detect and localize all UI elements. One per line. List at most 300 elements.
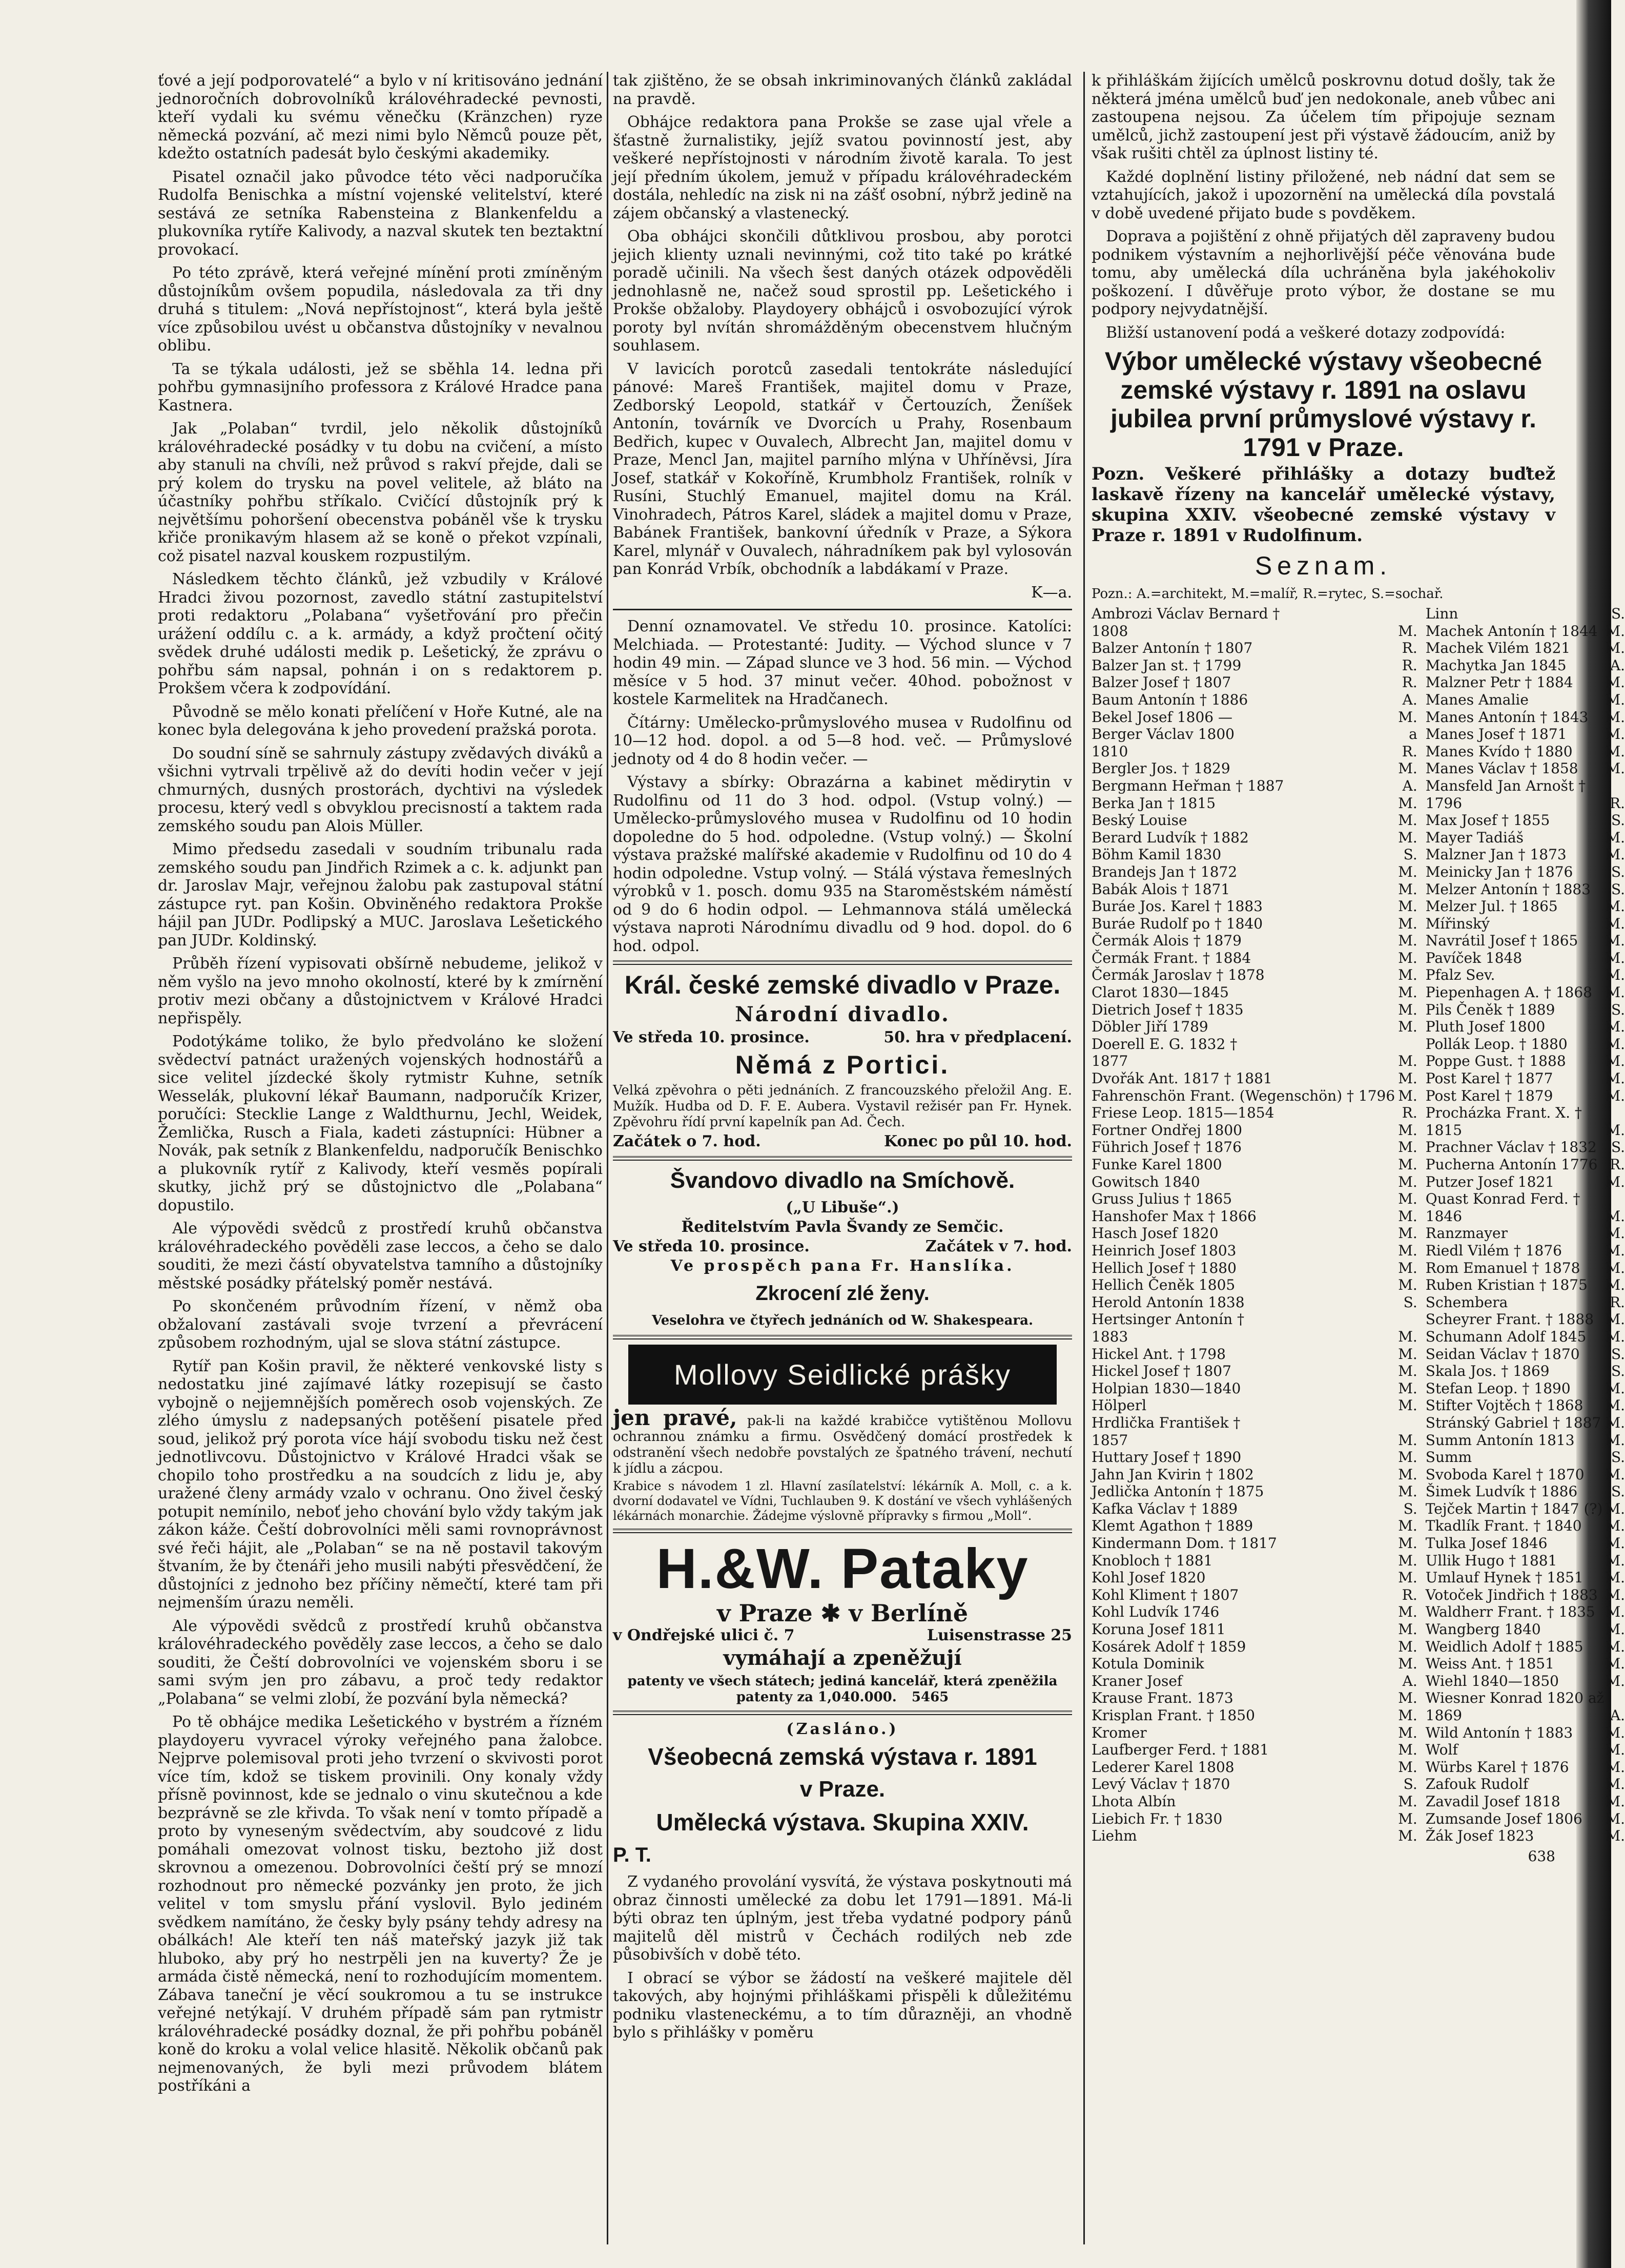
artist-role: A.: [1402, 1672, 1417, 1689]
article-paragraph: Po této zprávě, která veřejné mínění proti zmíněným důstojníkům ovšem popudila, následovala za tři dny druhá s titulem: „Nová nepřístojnost“, která byla ještě více způsobilou uvést u občanstva důstojníky v nevalnou oblibu.: [158, 264, 603, 355]
artist-role: S.: [1611, 1001, 1625, 1018]
artist-entry: [1092, 881, 1417, 898]
artist-name: 1796: [1425, 794, 1463, 812]
artist-name: Doerell E. G. 1832 †: [1092, 1035, 1238, 1053]
artist-role: M.: [1606, 1500, 1625, 1517]
artist-role: S.: [1403, 1293, 1417, 1311]
artist-name: Max Josef † 1855: [1425, 812, 1550, 829]
artist-name: 1808: [1092, 622, 1128, 640]
artist-entry: [1426, 657, 1625, 674]
artist-name: Balzer Josef † 1807: [1092, 674, 1231, 691]
expo-group: Umělecká výstava. Skupina XXIV.: [656, 1809, 1029, 1836]
artist-name: Summ: [1425, 1449, 1472, 1466]
artist-name: 1857: [1092, 1431, 1128, 1449]
artist-name: Tulka Josef 1846: [1425, 1535, 1548, 1552]
artist-role: M.: [1398, 794, 1417, 812]
artist-list: [1092, 605, 1625, 1845]
artist-role: M.: [1398, 1535, 1417, 1552]
artist-entry: [1426, 760, 1625, 777]
artist-role: M.: [1606, 1311, 1625, 1328]
artist-role: M.: [1606, 1724, 1625, 1741]
article-paragraph: Mimo předsedu zasedali v soudním tribunalu rada zemského soudu pan Jindřich Rzimek a c. k. adjunkt pan dr. Jaroslav Majr, veřejnou žalobu pak zastupoval státní zástupce ryt. pan Košin. Obviněného redaktora Prokše hájil pan JUDr. Podlipský a MUC. Jaroslava Lešetického pan JUDr. Koldinský.: [158, 840, 603, 950]
artist-entry: [1426, 726, 1625, 743]
artist-entry: [1092, 674, 1417, 691]
artist-entry: [1092, 1414, 1417, 1432]
artist-entry: [1092, 915, 1417, 933]
article-paragraph: Následkem těchto článků, jež vzbudily v Králové Hradci živou pozornost, zavedlo státní zastupitelství proti redaktoru „Polabana“ vyšetřování pro přečin urážení oddílu c. a k. armády, a když pročtení očitý svědek druhé události medik p. Lešetický, že zprávu o pohřbu sám napsal, pohnán i on s redaktorem p. Prokšem včera k zodpovídání.: [158, 570, 603, 697]
artist-entry: [1426, 640, 1625, 657]
artist-entry: [1092, 726, 1417, 743]
artist-entry: [1426, 1242, 1625, 1260]
artist-entry: [1092, 640, 1417, 657]
artist-entry: [1092, 1208, 1417, 1225]
artist-name: Rom Emanuel † 1878: [1425, 1259, 1580, 1276]
artist-role: M.: [1398, 1121, 1417, 1139]
artist-entry: [1092, 1173, 1417, 1191]
artist-name: Kohl Ludvík 1746: [1092, 1603, 1220, 1621]
artist-entry: [1092, 1724, 1417, 1742]
article-paragraph: Podotýkáme toliko, že bylo předvoláno ke složení svědectví patnáct uražených vojenských hodnostářů a sice velitel jízdecké školy rytmistr Kuhne, setník Wesselák, plukovní lékař Baumann, nadporučík Krizer, poručíci: Stecklie Lange z Waldthurnu, Jechl, Weidek, Žemlička, Rusch a Fiala, kadeti zástupníci: Hübner a Novák, pak setník z Blankenfeldu, nadporučík Benischko a plukovník rytíř z Kalivody, kteří vesměs popírali skutky, jichž prý se důstojnictvo dle „Polabana“ dopustilo.: [158, 1033, 603, 1214]
artist-role: M.: [1606, 1586, 1625, 1603]
start-time: Začátek o 7. hod.: [613, 1132, 761, 1150]
artist-name: Kosárek Adolf † 1859: [1092, 1638, 1246, 1655]
artist-role: M.: [1606, 1207, 1625, 1225]
artist-name: Jedlička Antonín † 1875: [1092, 1483, 1264, 1500]
artist-name: Koruna Josef 1811: [1092, 1621, 1226, 1638]
artist-role: M.: [1398, 1741, 1417, 1759]
artist-role: M.: [1606, 1810, 1625, 1827]
artist-entry: [1426, 795, 1625, 812]
daily-notice: Denní oznamovatel. Ve středu 10. prosince. Katolíci: Melchiada. — Protestanté: Judity. — Východ slunce v 7 hodin 49 min. — Západ slunce ve 3 hod. 56 min. — Východ měsíce v 5 hod. 37 minut večer. 40hod. pobožnost v kostele Karmelitek na Hradčanech.: [613, 617, 1072, 708]
artist-name: Kafka Václav † 1889: [1092, 1500, 1238, 1517]
artist-entry: [1092, 932, 1417, 950]
artist-name: Riedl Vilém † 1876: [1425, 1242, 1562, 1259]
artist-role: M.: [1398, 1758, 1417, 1776]
article-paragraph: Pisatel označil jako původce této věci nadporučíka Rudolfa Benischka a místní vojenské velitelství, které sestává ze setníka Rabensteina z Blankenfeldu a plukovníka rytíře Kalivody, a nazval skutek ten beztaktní provokací.: [158, 168, 603, 259]
artist-name: Umlauf Hynek † 1851: [1425, 1569, 1583, 1586]
artist-role: M.: [1398, 1053, 1417, 1070]
artist-role: M.: [1398, 1207, 1417, 1225]
artist-entry: [1426, 1414, 1625, 1432]
artist-entry: [1426, 1346, 1625, 1363]
artist-role: M.: [1606, 674, 1625, 691]
pataky-name: H.&W. Pataky: [656, 1537, 1029, 1600]
artist-role: M.: [1398, 1792, 1417, 1810]
artist-role: R.: [1402, 674, 1417, 691]
artist-role: M.: [1606, 1173, 1625, 1190]
theatre-date: Ve středa 10. prosince.: [613, 1028, 810, 1046]
artist-role: M.: [1398, 1190, 1417, 1208]
artist-name: Berger Václav 1800: [1092, 726, 1235, 743]
committee-heading: Výbor umělecké výstavy všeobecné zemské výstavy r. 1891 na oslavu jubilea první průmyslové výstavy r. 1791 v Praze.: [1104, 347, 1542, 462]
artist-entry: [1092, 743, 1417, 760]
artist-role: M.: [1606, 760, 1625, 777]
theatre-subtitle: Národní divadlo.: [735, 1002, 950, 1026]
artist-name: Clarot 1830—1845: [1092, 984, 1229, 1001]
artist-name: Schembera: [1425, 1293, 1508, 1311]
pataky-addresses: [613, 1626, 1072, 1645]
artist-role: M.: [1606, 1070, 1625, 1087]
artist-entry: [1092, 1018, 1417, 1036]
artist-role: M.: [1606, 1552, 1625, 1569]
artist-entry: [1426, 1759, 1625, 1776]
artist-role: R.: [1610, 1156, 1625, 1173]
artist-role: M.: [1398, 1449, 1417, 1466]
artist-role: M.: [1398, 984, 1417, 1001]
artist-entry: [1092, 1603, 1417, 1621]
artist-name: 1815: [1425, 1121, 1463, 1139]
artist-name: Hertsinger Antonín †: [1092, 1311, 1245, 1328]
artist-name: Schumann Adolf 1845: [1425, 1328, 1587, 1345]
national-theatre-ad: [613, 970, 1072, 1151]
artist-role: M.: [1398, 1638, 1417, 1655]
artist-role: M.: [1398, 1569, 1417, 1586]
artist-name: Führich Josef † 1876: [1092, 1139, 1242, 1156]
artist-entry: [1092, 605, 1417, 623]
artist-name: Malzner Jan † 1873: [1425, 846, 1567, 863]
artist-entry: [1426, 881, 1625, 898]
artist-name: Laufberger Ferd. † 1881: [1092, 1741, 1269, 1759]
artist-role: M.: [1606, 966, 1625, 984]
artist-entry: [1426, 829, 1625, 847]
artist-entry: [1092, 1827, 1417, 1845]
artist-entry: [1426, 1500, 1625, 1518]
artist-entry: [1092, 966, 1417, 984]
ad-number: 5465: [911, 1689, 949, 1705]
artist-role: M.: [1398, 1087, 1417, 1104]
separator: [613, 1156, 1072, 1161]
artist-role: a: [1409, 726, 1417, 743]
artist-entry: [1426, 691, 1625, 709]
artist-role: M.: [1606, 1638, 1625, 1655]
artist-name: Stifter Vojtěch † 1868: [1425, 1397, 1583, 1414]
artist-role: A.: [1610, 656, 1625, 674]
artist-role: M.: [1606, 1328, 1625, 1345]
artist-entry: [1426, 898, 1625, 915]
artist-entry: [1426, 1449, 1625, 1466]
artist-list-left: [1092, 605, 1417, 1845]
artist-entry: [1426, 743, 1625, 760]
article-paragraph: Oba obhájci skončili důtklivou prosbou, aby porotci jejich klienty uznali nevinnými, což tito také po krátké poradě učinili. Na všech šest daných otázek odpověděli jednohlasně ne, načež soud sprostil pp. Lešetického i Prokše obžaloby. Playdoyery obhájců i osvobozující výrok poroty byl nvítán shromážděným obecenstvem hlučným souhlasem.: [613, 228, 1072, 355]
artist-name: Mayer Tadiáš: [1425, 829, 1524, 846]
artist-entry: [1092, 1190, 1417, 1208]
artist-entry: [1426, 1294, 1625, 1311]
artist-name: Baum Antonín † 1886: [1092, 691, 1248, 708]
artist-entry: [1092, 1346, 1417, 1363]
artist-entry: [1426, 863, 1625, 881]
artist-role: M.: [1398, 1070, 1417, 1087]
artist-name: Pfalz Sev.: [1425, 966, 1495, 984]
artist-role: M.: [1606, 1792, 1625, 1810]
page-number: 638: [1528, 1847, 1555, 1865]
artist-name: 1846: [1425, 1207, 1463, 1225]
theatre-date: Ve středa 10. prosince.: [613, 1238, 810, 1255]
exhibition-notice: [613, 1720, 1072, 2042]
theatre-date-row: [613, 1238, 1072, 1256]
play-description: Velká zpěvohra o pěti jednáních. Z francouzského přeložil Ang. E. Mužík. Hudba od D. F. E. Aubera. Vystavil režisér pan Fr. Hynek. Zpěvohru řídí první kapelník pan Ad. Čech.: [613, 1083, 1072, 1130]
artist-entry: [1092, 1432, 1417, 1449]
artist-name: Lederer Karel 1808: [1092, 1758, 1235, 1776]
artist-role: M.: [1606, 1621, 1625, 1638]
expo-paragraph: I obrací se výbor se žádostí na veškeré majitele děl takových, aby hojnými přihláškami přispěli k důležitému podniku vlasteneckému, a to tím důrazněji, an vhodně bylo s přihlášky v poměru: [613, 1969, 1072, 2042]
artist-name: Würbs Karel † 1876: [1425, 1758, 1569, 1776]
artist-role: [1622, 777, 1625, 795]
artist-role: M.: [1606, 1225, 1625, 1242]
pataky-text: patenty ve všech státech; jediná kancelář, která zpeněžila patenty za 1,040.000.: [627, 1674, 1058, 1705]
artist-entry: [1092, 1500, 1417, 1518]
artist-name: Machek Antonín † 1844: [1425, 622, 1598, 640]
artist-name: Friese Leop. 1815—1854: [1092, 1104, 1274, 1122]
artist-name: Waldherr Frant. † 1835: [1425, 1603, 1595, 1621]
artist-role: [1622, 1689, 1625, 1707]
pataky-slogan: vymáhají a zpeněžují: [723, 1646, 962, 1670]
artist-role: M.: [1606, 984, 1625, 1001]
artist-role: M.: [1606, 691, 1625, 708]
artist-name: Tkadlík Frant. † 1840: [1425, 1517, 1582, 1535]
artist-entry: [1092, 846, 1417, 863]
artist-role: M.: [1606, 1379, 1625, 1397]
article-paragraph: Ale výpovědi svědců z prostředí kruhů občanstva královéhradeckého pověděly zase leccos, a čeho se dalo souditi, že Čeští dobrovolníci ve vojenském sboru i se sami svým jen pro zábavu, a proč tedy redaktor „Polabana“ se velmi zlobí, že pozvání byla německá?: [158, 1617, 603, 1708]
artist-name: Procházka Frant. X. †: [1425, 1104, 1582, 1122]
artist-role: M.: [1398, 1431, 1417, 1449]
article-paragraph: Doprava a pojištění z ohně přijatých děl zapraveny budou podnikem výstavním a nejhorlivější péče věnována bude tomu, aby umělecká díla uchráněna byla jakéhokoliv poškození. I důvěřuje proto výbor, že dostane se mu podpory nejvydatnější.: [1092, 228, 1555, 318]
artist-role: M.: [1606, 1655, 1625, 1673]
artist-entry: [1426, 1724, 1625, 1742]
theatre-title: Švandovo divadlo na Smíchově.: [670, 1168, 1015, 1193]
artist-name: Skala Jos. † 1869: [1425, 1363, 1550, 1380]
artist-entry: [1092, 1466, 1417, 1483]
artist-role: M.: [1398, 949, 1417, 966]
artist-name: Melzer Antonín † 1883: [1425, 880, 1591, 898]
artist-role: M.: [1398, 1603, 1417, 1621]
artist-role: A.: [1402, 691, 1417, 708]
moll-banner: Mollovy Seidlické prášky: [628, 1345, 1057, 1405]
artist-entry: [1426, 1053, 1625, 1070]
article-paragraph: Ta se týkala události, jež se sběhla 14. ledna při pohřbu gymnasijního professora z Králové Hradce pana Kastnera.: [158, 360, 603, 415]
artist-name: 1810: [1092, 743, 1128, 760]
artist-entry: [1426, 1122, 1625, 1139]
artist-entry: [1092, 1707, 1417, 1724]
artist-name: Seidan Václav † 1870: [1425, 1345, 1580, 1363]
artist-entry: [1426, 950, 1625, 967]
artist-name: Lhota Albín: [1092, 1792, 1176, 1810]
artist-entry: [1426, 1018, 1625, 1036]
artist-role: M.: [1398, 1827, 1417, 1845]
theatre-director: Ředitelstvím Pavla Švandy ze Semčic.: [681, 1218, 1004, 1236]
end-time: Konec po půl 10. hod.: [884, 1132, 1072, 1150]
artist-name: Gowitsch 1840: [1092, 1173, 1200, 1190]
theatre-subtitle: („U Libuše“.): [786, 1199, 899, 1217]
artist-entry: [1426, 1208, 1625, 1225]
artist-name: Kindermann Dom. † 1817: [1092, 1535, 1277, 1552]
separator: [613, 609, 1072, 610]
artist-role: A.: [1402, 777, 1417, 794]
artist-role: M.: [1606, 1603, 1625, 1621]
article-paragraph: Původně se mělo konati přelíčení v Hoře Kutné, ale na konec byla delegována k jeho provedení pražská porota.: [158, 703, 603, 739]
artist-role: S.: [1403, 1500, 1417, 1517]
artist-entry: [1092, 1638, 1417, 1656]
theatre-subscription: 50. hra v předplacení.: [883, 1028, 1072, 1046]
artist-role: M.: [1606, 1276, 1625, 1294]
artist-name: Hrdlička František †: [1092, 1414, 1241, 1431]
artist-name: Liebich Fr. † 1830: [1092, 1810, 1223, 1827]
artist-entry: [1092, 1139, 1417, 1156]
artist-entry: [1092, 1810, 1417, 1828]
start-time: Začátek v 7. hod.: [925, 1238, 1072, 1255]
artist-name: Stránský Gabriel † 1887: [1425, 1414, 1601, 1431]
artist-name: Manes Kvído † 1880: [1425, 743, 1573, 760]
artist-role: M.: [1606, 846, 1625, 863]
artist-entry: [1092, 1449, 1417, 1466]
artist-name: Hölperl: [1092, 1397, 1147, 1414]
artist-entry: [1092, 1673, 1417, 1690]
artist-entry: [1426, 1586, 1625, 1604]
artist-role: M.: [1606, 1466, 1625, 1483]
artist-name: Votoček Jindřich † 1883: [1425, 1586, 1598, 1603]
theatre-time-row: [613, 1132, 1072, 1151]
article-paragraph: Do soudní síně se sahrnuly zástupy zvědavých diváků a všichni vytrvali trpělivě až do devíti hodin večer v její chmurných, dusných prostorách, dychtivi na výsledek procesu, který vedl s obvyklou precisností a taktem rada zemského soudu pan Alois Müller.: [158, 744, 603, 835]
artist-entry: [1092, 1104, 1417, 1122]
artist-entry: [1426, 1483, 1625, 1500]
play-title: Němá z Portici.: [735, 1050, 950, 1079]
artist-name: Krisplan Frant. † 1850: [1092, 1707, 1255, 1724]
artist-name: Zumsande Josef 1806: [1425, 1810, 1582, 1827]
artist-entry: [1426, 777, 1625, 795]
artist-entry: [1426, 1517, 1625, 1535]
article-paragraph: Každé doplnění listiny přiložené, neb nádní dat sem se vztahujících, jakož i upozornění na umělecká díla povstalá v době uvedené přijato bude s povděkem.: [1092, 168, 1555, 222]
article-paragraph: ťové a její podporovatelé“ a bylo v ní kritisováno jednání jednoročních dobrovolníků královéhradecké pevnosti, kteří vydali ku svému věnečku (Kränzchen) ryze německá pozvání, ač mezi nimi bylo Němců pouze pět, kdežto ostatních padesát bylo českými akademiky.: [158, 72, 603, 162]
artist-name: Buráe Rudolf po † 1840: [1092, 915, 1263, 932]
artist-role: M.: [1606, 898, 1625, 915]
artist-name: Jahn Jan Kvirin † 1802: [1092, 1466, 1254, 1483]
svanda-theatre-ad: [613, 1166, 1072, 1330]
artist-name: Navrátil Josef † 1865: [1425, 932, 1578, 950]
artist-role: M.: [1606, 1242, 1625, 1259]
artist-name: Funke Karel 1800: [1092, 1156, 1222, 1173]
artist-name: Svoboda Karel † 1870: [1425, 1466, 1585, 1483]
column-3: [1092, 72, 1625, 2244]
artist-name: Putzer Josef 1821: [1425, 1173, 1555, 1190]
artist-name: Bekel Josef 1806 —: [1092, 708, 1232, 726]
artist-role: R.: [1402, 743, 1417, 760]
artist-role: M.: [1606, 1035, 1625, 1053]
artist-entry: [1426, 1689, 1625, 1707]
pt-salutation: P. T.: [613, 1844, 651, 1866]
artist-entry: [1092, 1260, 1417, 1277]
artist-entry: [1092, 777, 1417, 795]
artist-entry: [1092, 691, 1417, 709]
artist-name: Melzer Jul. † 1865: [1425, 898, 1558, 915]
artist-role: R.: [1610, 1293, 1625, 1311]
artist-name: Hasch Josef 1820: [1092, 1225, 1219, 1242]
artist-entry: [1426, 1036, 1625, 1053]
artist-entry: [1426, 1363, 1625, 1380]
artist-role: M.: [1606, 743, 1625, 760]
artist-role: M.: [1606, 1087, 1625, 1104]
article-paragraph: Po tě obhájce medika Lešetického v bystrém a řízném playdoyeru vyvracel výroky veřejného pana žalobce. Nejprve polemisoval proti jeho tvrzení o skvivosti porot více tím, kdož se tiskem provinili. Ony konaly vždy přísně povinnost, kde se jednalo o vinu skutečnou a kde bezprávně se zle křivda. To však není v tomto případě a proto by vyneseným svědectvím, aby soudcové z lidu pomáhali omezovat volnost tisku, beztoho již dost skrovnou a omezenou. Dobrovolníci čeští prý se mnozí rozhodnout pro německé pozvánky jen proto, že jich velitel v tom smyslu přání vyslovil. Bylo jediném svědkem namítáno, že česky byly psány tehdy adresy na obálkách! Ale kteří ten náš mateřský jazyk již tak hluboko, aby prý ho nestrpěli jen na kuverty? Že je armáda čistě německá, není to rozhodujícím momentem. Zábava taneční je věcí soukromou a tu se instrukce veřejné netýkají. V druhém případě sám pan rytmistr královéhradecké posádky doznal, že při pohřbu pobáněl koně do kroku a volal velice hlasitě. Několik občanů pak nejmenovaných, že byli mezi průvodem blátem postříkáni a: [158, 1713, 603, 2095]
artist-name: Knobloch † 1881: [1092, 1552, 1213, 1569]
artist-name: Döbler Jiří 1789: [1092, 1018, 1208, 1036]
artist-name: Hanshofer Max † 1866: [1092, 1207, 1257, 1225]
pataky-address-prague: v Ondřejské ulici č. 7: [613, 1626, 795, 1644]
artist-entry: [1426, 1673, 1625, 1690]
artist-entry: [1426, 812, 1625, 829]
artist-name: Liehm: [1092, 1827, 1137, 1845]
artist-entry: [1092, 1569, 1417, 1586]
artist-entry: [1426, 674, 1625, 691]
artist-role: A.: [1610, 1707, 1625, 1724]
artist-name: Berka Jan † 1815: [1092, 794, 1216, 812]
artist-role: M.: [1398, 915, 1417, 932]
artist-entry: [1426, 1190, 1625, 1208]
artist-name: Balzer Antonín † 1807: [1092, 640, 1253, 657]
moll-head: jen pravé,: [613, 1405, 737, 1430]
artist-role: M.: [1606, 915, 1625, 932]
artist-name: Wiehl 1840—1850: [1425, 1672, 1559, 1689]
article-paragraph: Průběh řízení vypisovati obšírně nebudeme, jelikož v něm vyšlo na jevo mnoho okolností, které by k zmírnění protiv mezi občany a důstojnictvem v Králové Hradci nepřispěly.: [158, 955, 603, 1027]
artist-role: M.: [1398, 622, 1417, 640]
artist-role: M.: [1398, 1466, 1417, 1483]
article-paragraph: V lavicích porotců zasedali tentokráte následující pánové: Mareš František, majitel domu v Praze, Zedborský Leopold, statkář v Čertouzích, Ženíšek Antonín, továrník ve Dvorcích u Prahy, Rosenbaum Bedřich, kupec v Ouvalech, Albrecht Jan, majitel domu v Praze, Mencl Jan, majitel parního mlýna v Uhříněvsi, Jíra Josef, statkář v Kokoříně, Krumbholz František, rolník v Rusíni, Stuchlý Emanuel, majitel domu na Král. Vinohradech, Pátros Karel, sládek a majitel domu v Praze, Babánek František, bankovní úředník v Praze, a Sýkora Karel, mlynář v Ouvalech, náhradníkem pak byl vylosován pan Konrád Vrbík, obchodník a labdákamí v Praze.: [613, 360, 1072, 578]
artist-name: Čermák Alois † 1879: [1092, 932, 1242, 950]
artist-name: 1883: [1092, 1328, 1128, 1345]
artist-name: Manes Amalie: [1425, 691, 1529, 708]
artist-entry: [1092, 1517, 1417, 1535]
artist-name: Balzer Jan st. † 1799: [1092, 656, 1242, 674]
artist-role: M.: [1398, 1276, 1417, 1294]
artist-name: Buráe Jos. Karel † 1883: [1092, 898, 1263, 915]
artist-role: S.: [1611, 1483, 1625, 1500]
artist-entry: [1426, 984, 1625, 1001]
list-legend: Pozn.: A.=architekt, M.=malíř, R.=rytec, S.=sochař.: [1092, 586, 1444, 602]
artist-entry: [1426, 1638, 1625, 1656]
artist-name: Herold Antonín 1838: [1092, 1293, 1245, 1311]
artist-role: M.: [1606, 1741, 1625, 1759]
artist-name: Manes Josef † 1871: [1425, 726, 1567, 743]
artist-role: S.: [1611, 1139, 1625, 1156]
artist-name: Dvořák Ant. 1817 † 1881: [1092, 1070, 1272, 1087]
artist-entry: [1092, 1122, 1417, 1139]
artist-role: M.: [1398, 1655, 1417, 1673]
artist-name: 1877: [1092, 1053, 1128, 1070]
artist-role: M.: [1606, 1431, 1625, 1449]
artist-entry: [1426, 1655, 1625, 1673]
artist-role: M.: [1606, 708, 1625, 726]
article-paragraph: Rytíř pan Košin pravil, že některé venkovské listy s nedostatku jiné zajímavé látky rozepisují se často vybojně o nejjemnějších poměrech osob vojenských. Ze zlého úmyslu z nadepsaných potěšení pisatele před soud, jelikož prý porota více hájí svobodu tisku než čest jednotlivcovu. Důstojnictvo v Králové Hradci však se chopilo toho prostředku a na soudcích z lidu je, aby uražené členy armády vzalo v ochranu. Ono živel český potupit nemínilo, neboť jeho chování bylo vždy takým jak zákon káže. Čeští dobrovolníci měli sami rovnoprávnost své řeči hájit, ale „Polaban“ se na ně postavil takovým štvaním, že by čtenáři jeho musili nabýti přesvědčení, že důstojníci z jednoho bez příčiny němečtí, které tam při nejmenším úrazu neměli.: [158, 1357, 603, 1612]
artist-entry: [1092, 812, 1417, 829]
artist-role: M.: [1398, 760, 1417, 777]
benefit-line: Ve prospěch pana Fr. Hanslíka.: [670, 1257, 1015, 1275]
artist-entry: [1092, 950, 1417, 967]
artist-name: Berard Ludvík † 1882: [1092, 829, 1249, 846]
artist-name: Mansfeld Jan Arnošt †: [1425, 777, 1586, 794]
pataky-cities: v Praze ✱ v Berlíně: [716, 1599, 969, 1627]
artist-entry: [1092, 795, 1417, 812]
artist-name: Kohl Josef 1820: [1092, 1569, 1206, 1586]
artist-entry: [1426, 846, 1625, 863]
pataky-line: [613, 1674, 1072, 1705]
artist-entry: [1426, 1535, 1625, 1552]
artist-entry: [1092, 1793, 1417, 1810]
artist-role: S.: [1611, 605, 1625, 622]
artist-name: Pucherna Antonín 1776: [1425, 1156, 1598, 1173]
artist-name: Mířinský: [1425, 915, 1490, 932]
artist-entry: [1426, 1276, 1625, 1294]
artist-role: M.: [1398, 1689, 1417, 1707]
artist-entry: [1092, 984, 1417, 1001]
artist-role: S.: [1611, 863, 1625, 880]
artist-role: R.: [1402, 656, 1417, 674]
